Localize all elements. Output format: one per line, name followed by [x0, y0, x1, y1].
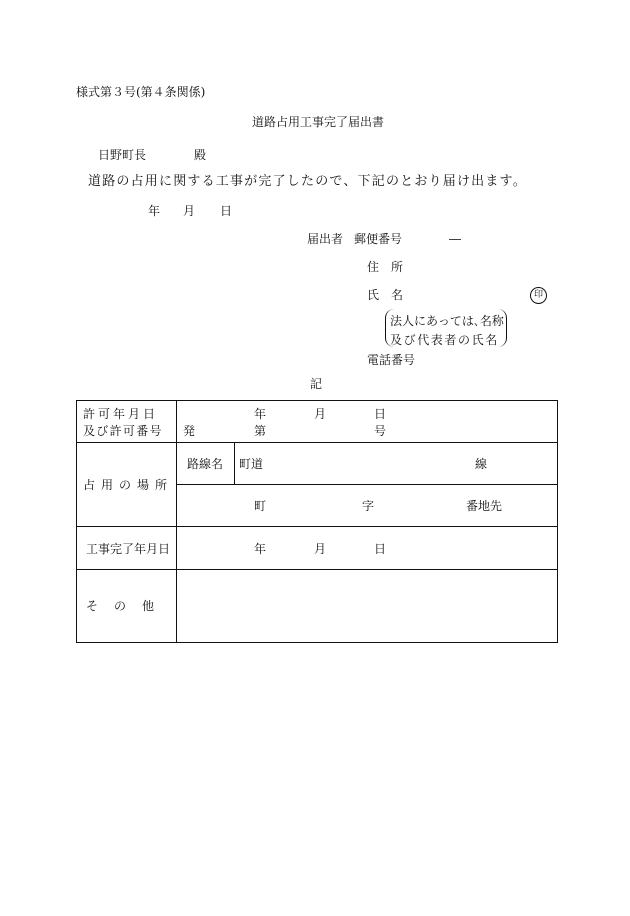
completion-label-cell [77, 527, 177, 570]
document-title: 道路占用工事完了届出書 [252, 115, 385, 129]
town-road-label: 町道 [239, 457, 264, 471]
postal-label: 郵便番号 [354, 232, 403, 246]
other-label-cell [77, 570, 177, 643]
addressee-honorific: 殿 [194, 148, 207, 162]
addressee-name: 日野町長 [98, 148, 147, 162]
phone-label: 電話番号 [367, 353, 416, 367]
permit-dai: 第 [254, 424, 267, 438]
date-year: 年 [148, 204, 161, 218]
route-label-cell [177, 443, 235, 485]
permit-value-cell[interactable] [177, 401, 558, 443]
route-label: 路線名 [187, 457, 224, 471]
permit-row [77, 401, 558, 443]
corporation-note-line1: 法人にあっては､名称 [390, 314, 504, 328]
corporation-note-line2: 及び代表者の氏名 [390, 333, 499, 347]
name-label: 氏 名 [367, 288, 404, 302]
permit-label-cell [77, 401, 177, 443]
corporation-note [385, 309, 507, 347]
date-month: 月 [183, 204, 196, 218]
place-row-1 [77, 443, 558, 485]
cho-label: 町 [254, 499, 267, 513]
completion-label: 工事完了年月日 [86, 542, 171, 556]
aza-label: 字 [362, 499, 375, 513]
address-label: 住 所 [367, 260, 404, 274]
other-row [77, 570, 558, 643]
postal-dash: ― [449, 232, 461, 246]
body-text: 道路の占用に関する工事が完了したので、下記のとおり届け出ます。 [88, 174, 527, 189]
completion-month: 月 [314, 542, 327, 556]
date-day: 日 [220, 204, 233, 218]
completion-year: 年 [254, 542, 267, 556]
completion-day: 日 [374, 542, 387, 556]
permit-label-line2: 及び許可番号 [83, 424, 163, 438]
permit-label-line1: 許可年月日 [83, 407, 159, 421]
permit-year: 年 [254, 407, 267, 421]
place-label-cell [77, 443, 177, 527]
ki-label: 記 [310, 377, 323, 391]
sen-label: 線 [475, 457, 488, 471]
permit-go: 号 [374, 424, 387, 438]
other-label: その他 [86, 599, 171, 613]
form-number: 様式第３号(第４条関係) [76, 85, 206, 99]
other-value-cell[interactable] [177, 570, 558, 643]
address-value-cell[interactable] [177, 485, 558, 527]
applicant-label: 届出者 [307, 232, 344, 246]
completion-value-cell[interactable] [177, 527, 558, 570]
permit-month: 月 [314, 407, 327, 421]
banchi-label: 番地先 [466, 499, 503, 513]
details-table [76, 400, 558, 643]
permit-day: 日 [374, 407, 387, 421]
place-label: 占用の場所 [83, 478, 174, 492]
route-value-cell[interactable] [235, 443, 558, 485]
completion-row [77, 527, 558, 570]
seal-mark: 印 [530, 287, 547, 304]
permit-hatsu: 発 [183, 424, 196, 438]
